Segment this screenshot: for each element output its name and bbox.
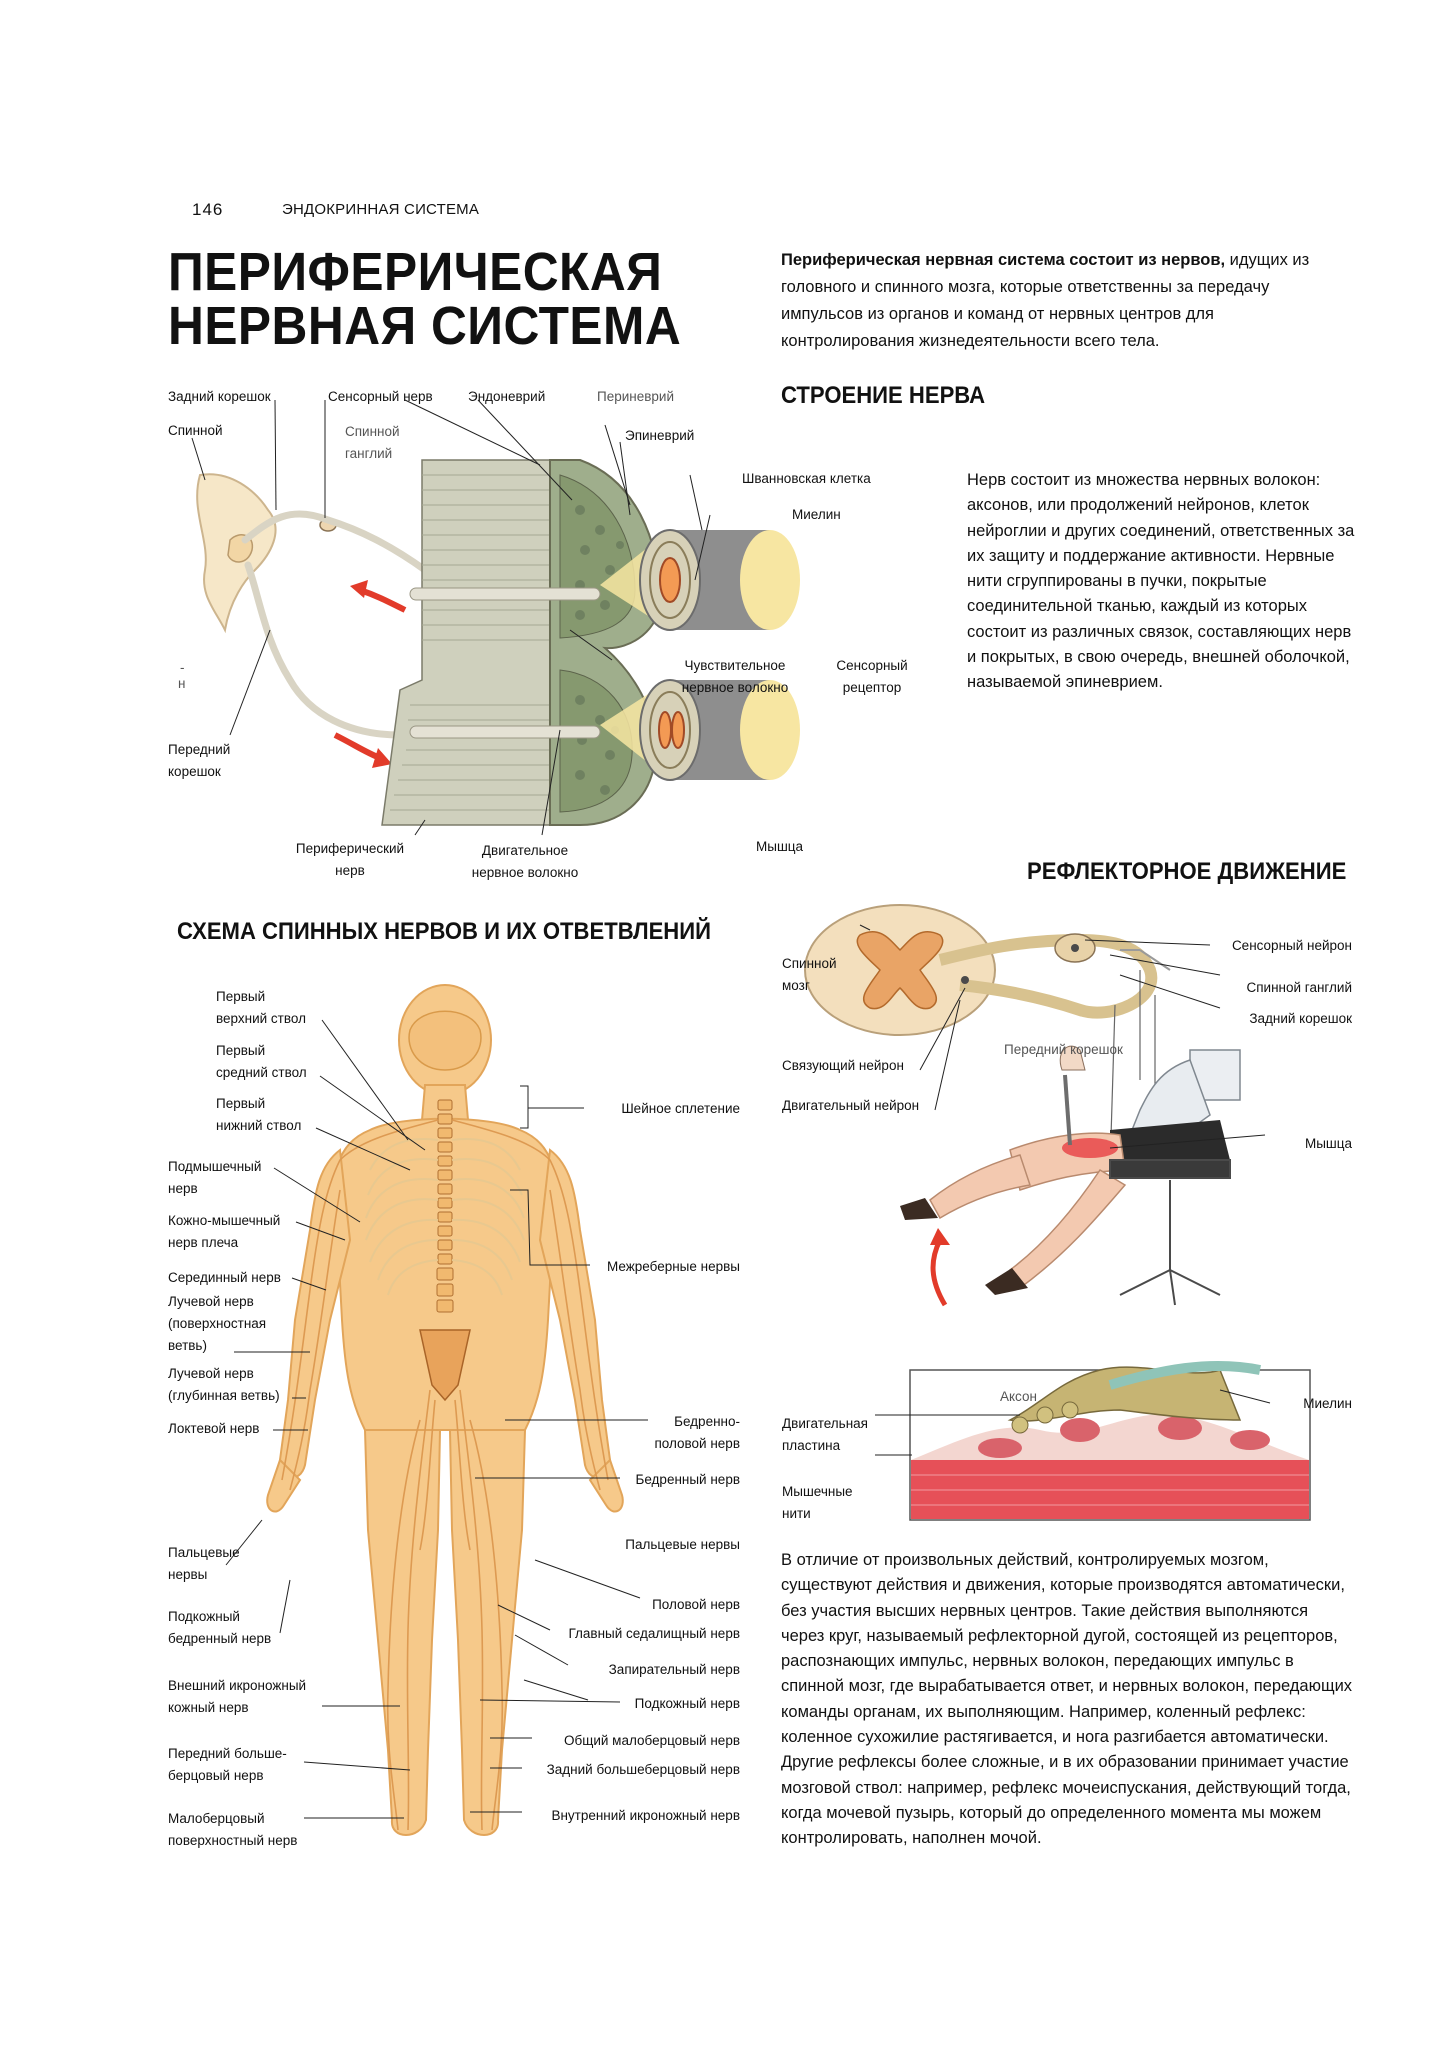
label-anterior-root-line-1: Передний [168, 742, 231, 757]
label-posterior-tibial: Задний большеберцовый нерв [546, 1762, 740, 1777]
label-cervical-plexus: Шейное сплетение [621, 1101, 740, 1116]
label-sensory-fiber-line-2: нервное волокно [681, 680, 789, 695]
label-schwann-cell: Шванновская клетка [742, 471, 871, 486]
label-perineurium: Периневрий [597, 389, 674, 404]
label-reflex-muscle: Мышца [1304, 1136, 1352, 1151]
label-femoral-nerve: Бедренный нерв [635, 1472, 740, 1487]
label-sensory-receptor-line-1: Сенсорный [836, 658, 908, 673]
label-radial-superficial: Лучевой нерв (поверхностная ветвь) [168, 1294, 267, 1353]
label-first-lower-trunk: Первый нижний ствол [216, 1096, 302, 1133]
reflex-hammer [1065, 1075, 1070, 1145]
label-motor-neuron: Двигательный нейрон [782, 1098, 920, 1113]
label-digital-nerves-right: Пальцевые нервы [625, 1537, 740, 1552]
spinal-scheme-heading: СХЕМА СПИННЫХ НЕРВОВ И ИХ ОТВЕТВЛЕНИЙ [177, 918, 712, 945]
label-pudendal-nerve: Половой нерв [652, 1597, 740, 1612]
label-cut-2: н [178, 676, 186, 691]
label-sciatic-nerve: Главный седалищный нерв [568, 1626, 740, 1641]
label-median-nerve: Серединный нерв [168, 1270, 281, 1285]
label-muscle-fibers: Мышечные нити [782, 1484, 853, 1521]
label-digital-nerves-left: Пальцевые нервы [168, 1545, 240, 1582]
label-endoneurium: Эндоневрий [468, 389, 546, 404]
label-sensory-fiber-line-1: Чувствительное [684, 658, 786, 673]
label-radial-deep: Лучевой нерв (глубинная ветвь) [168, 1366, 280, 1403]
label-spinal-cord: Спинной мозг [782, 956, 837, 993]
label-anterior-tibial: Передний больше- берцовый нерв [168, 1746, 287, 1783]
label-epineurium: Эпиневрий [625, 428, 695, 443]
label-sensory-nerve: Сенсорный нерв [328, 389, 433, 404]
label-spinal: Спинной [168, 423, 223, 438]
label-lateral-sural-cutaneous: Внешний икроножный кожный нерв [168, 1678, 307, 1715]
label-genitofemoral-nerve: Бедренно- половой нерв [654, 1414, 740, 1451]
label-intercostal-nerves: Межреберные нервы [606, 1259, 740, 1274]
label-musculocutaneous-nerve: Кожно-мышечный нерв плеча [168, 1213, 281, 1250]
label-medial-sural: Внутренний икроножный нерв [551, 1808, 740, 1823]
reflex-heading: РЕФЛЕКТОРНОЕ ДВИЖЕНИЕ [1027, 858, 1347, 885]
label-motor-plate: Двигательная пластина [782, 1416, 868, 1453]
label-ulnar-nerve: Локтевой нерв [168, 1421, 260, 1436]
label-first-middle-trunk: Первый средний ствол [216, 1043, 307, 1080]
reflex-kick-arrow [933, 1240, 945, 1305]
section-name: ЭНДОКРИННАЯ СИСТЕМА [282, 201, 480, 218]
label-spinal-ganglion-line-2: ганглий [345, 446, 393, 461]
nerve-structure-heading: СТРОЕНИЕ НЕРВА [781, 382, 986, 409]
label-anterior-root-line-2: корешок [168, 764, 221, 779]
label-muscle: Мышца [756, 839, 804, 854]
page-title-line-2: НЕРВНАЯ СИСТЕМА [168, 296, 682, 356]
label-saphenous-femoral: Подкожный бедренный нерв [168, 1609, 272, 1646]
label-posterior-root: Задний корешок [168, 389, 271, 404]
label-connecting-neuron: Связующий нейрон [782, 1058, 904, 1073]
intro-bold: Периферическая нервная система состоит из нервов, [781, 251, 1226, 269]
label-first-upper-trunk: Первый верхний ствол [216, 989, 306, 1026]
label-peripheral-nerve-line-1: Периферический [295, 841, 405, 856]
label-motor-fiber-line-1: Двигательное [481, 843, 569, 858]
label-peripheral-nerve-line-2: нерв [335, 863, 365, 878]
label-reflex-myelin: Миелин [1303, 1396, 1352, 1411]
label-cut-1: - [180, 660, 185, 675]
intro-rest: идущих из головного и спинного мозга, которые ответственны за передачу импульсов из органов и команд от нервных центров для контролирования жизнедеятельности всего тела. [781, 251, 1310, 350]
label-reflex-anterior-root: Передний корешок [1004, 1042, 1123, 1057]
label-reflex-posterior-root: Задний корешок [1249, 1011, 1352, 1026]
label-axillary-nerve: Подмышечный нерв [168, 1159, 262, 1196]
leg-calf [930, 1155, 1030, 1218]
label-superficial-peroneal: Малоберцовый поверхностный нерв [168, 1811, 298, 1848]
label-sensory-receptor-line-2: рецептор [842, 680, 902, 695]
label-obturator-nerve: Запирательный нерв [608, 1662, 740, 1677]
label-motor-fiber-line-2: нервное волокно [471, 865, 579, 880]
page-title-line-1: ПЕРИФЕРИЧЕСКАЯ [168, 242, 663, 302]
label-sensory-neuron: Сенсорный нейрон [1231, 938, 1352, 953]
label-saphenous-nerve: Подкожный нерв [634, 1696, 740, 1711]
label-axon: Аксон [1000, 1389, 1037, 1404]
label-spinal-ganglion-line-1: Спинной [345, 424, 400, 439]
office-chair [1110, 1160, 1230, 1305]
label-reflex-spinal-ganglion: Спинной ганглий [1246, 980, 1352, 995]
nerve-structure-text: Нерв состоит из множества нервных волокон: аксонов, или продолжений нейронов, клеток нейроглии и других соединений, ответственных за их защиту и поддержание активности. Нервные нити сгруппированы в пучки, покрытые соединительной тканью, каждый из которых состоит из различных связок, составляющих нерв и покрытых, в свою очередь, внешней оболочкой, называемой эпиневрием. [967, 471, 1355, 692]
page-number: 146 [192, 200, 224, 219]
label-common-peroneal: Общий малоберцовый нерв [564, 1733, 740, 1748]
reflex-text: В отличие от произвольных действий, контролируемых мозгом, существуют действия и движения, которые производятся автоматически, без участия высших нервных центров. Такие действия выполняются через круг, называемый рефлекторной дугой, состоящей из рецепторов, распознающих импульс, нервных волокон, передающих импульс в спинной мозг, где вырабатывается ответ, и нервных волокон, передающих команды органам, их выполняющим. Например, коленный рефлекс: коленное сухожилие растягивается, и нога разгибается автоматически. Другие рефлексы более сложные, и в их образовании принимает участие мозговой ствол: например, рефлекс мочеиспускания, действующий тогда, когда мочевой пузырь, который до определенного момента мы можем контролировать, наполнен мочой. [781, 1551, 1353, 1848]
label-myelin: Миелин [792, 507, 841, 522]
